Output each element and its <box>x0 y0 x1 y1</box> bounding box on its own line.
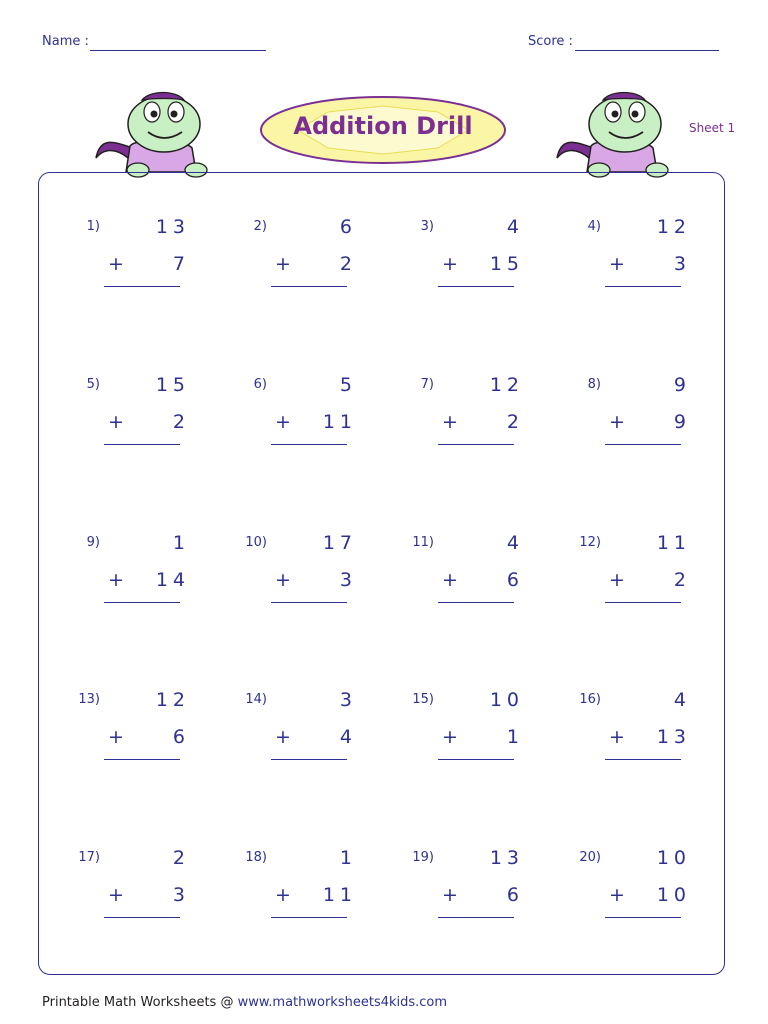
addend-bottom: 2 <box>339 253 357 275</box>
answer-line[interactable] <box>605 759 681 760</box>
problem-8 <box>565 372 715 462</box>
problem-5 <box>64 372 214 462</box>
answer-line[interactable] <box>438 444 514 445</box>
addend-top: 5 <box>339 374 357 396</box>
problem-number: 14) <box>245 692 267 707</box>
answer-line[interactable] <box>271 917 347 918</box>
plus-sign: + <box>275 253 291 275</box>
problem-18 <box>231 845 381 935</box>
footer <box>42 995 447 1010</box>
problem-6 <box>231 372 381 462</box>
addend-bottom: 7 <box>172 253 190 275</box>
addend-bottom: 3 <box>339 569 357 591</box>
problem-number: 12) <box>579 535 601 550</box>
problem-number: 2) <box>253 219 267 234</box>
plus-sign: + <box>442 569 458 591</box>
plus-sign: + <box>609 253 625 275</box>
problem-2 <box>231 214 381 304</box>
addend-top: 12 <box>155 689 190 711</box>
problem-number: 18) <box>245 850 267 865</box>
addend-top: 11 <box>656 532 691 554</box>
addend-bottom: 14 <box>155 569 190 591</box>
answer-line[interactable] <box>104 917 180 918</box>
problem-number: 6) <box>253 377 267 392</box>
problem-number: 16) <box>579 692 601 707</box>
addend-top: 17 <box>322 532 357 554</box>
addend-bottom: 6 <box>172 726 190 748</box>
plus-sign: + <box>442 726 458 748</box>
plus-sign: + <box>275 884 291 906</box>
problem-12 <box>565 530 715 620</box>
addend-bottom: 3 <box>673 253 691 275</box>
answer-line[interactable] <box>605 602 681 603</box>
addend-top: 3 <box>339 689 357 711</box>
problem-9 <box>64 530 214 620</box>
problem-1 <box>64 214 214 304</box>
problem-number: 7) <box>420 377 434 392</box>
addend-bottom: 1 <box>506 726 524 748</box>
addend-top: 1 <box>339 847 357 869</box>
title-badge <box>258 94 508 166</box>
answer-line[interactable] <box>605 917 681 918</box>
addend-bottom: 10 <box>656 884 691 906</box>
answer-line[interactable] <box>104 759 180 760</box>
score-label: Score : <box>528 34 573 49</box>
addend-top: 4 <box>673 689 691 711</box>
plus-sign: + <box>609 569 625 591</box>
problem-number: 13) <box>78 692 100 707</box>
addend-bottom: 11 <box>322 411 357 433</box>
answer-line[interactable] <box>605 444 681 445</box>
addend-top: 12 <box>656 216 691 238</box>
addend-top: 2 <box>172 847 190 869</box>
addend-bottom: 15 <box>489 253 524 275</box>
footer-link[interactable]: www.mathworksheets4kids.com <box>237 995 448 1010</box>
addend-top: 6 <box>339 216 357 238</box>
plus-sign: + <box>108 569 124 591</box>
plus-sign: + <box>108 726 124 748</box>
problem-13 <box>64 687 214 777</box>
addend-bottom: 11 <box>322 884 357 906</box>
problem-number: 20) <box>579 850 601 865</box>
addend-bottom: 2 <box>172 411 190 433</box>
answer-line[interactable] <box>271 759 347 760</box>
answer-line[interactable] <box>271 286 347 287</box>
sheet-label: Sheet 1 <box>689 121 736 135</box>
plus-sign: + <box>609 411 625 433</box>
problem-16 <box>565 687 715 777</box>
addend-top: 10 <box>656 847 691 869</box>
answer-line[interactable] <box>104 286 180 287</box>
problem-20 <box>565 845 715 935</box>
addend-bottom: 2 <box>673 569 691 591</box>
answer-line[interactable] <box>438 602 514 603</box>
plus-sign: + <box>275 726 291 748</box>
problem-number: 15) <box>412 692 434 707</box>
answer-line[interactable] <box>271 444 347 445</box>
lizard-mascot-left <box>92 88 212 184</box>
answer-line[interactable] <box>438 759 514 760</box>
addend-top: 15 <box>155 374 190 396</box>
plus-sign: + <box>442 884 458 906</box>
problem-10 <box>231 530 381 620</box>
problem-4 <box>565 214 715 304</box>
plus-sign: + <box>442 253 458 275</box>
problem-15 <box>398 687 548 777</box>
name-line[interactable] <box>90 50 266 51</box>
addend-top: 4 <box>506 532 524 554</box>
addend-bottom: 6 <box>506 884 524 906</box>
page-title: Addition Drill <box>293 112 473 140</box>
problem-number: 17) <box>78 850 100 865</box>
score-line[interactable] <box>575 50 719 51</box>
addend-bottom: 6 <box>506 569 524 591</box>
problem-19 <box>398 845 548 935</box>
problem-number: 4) <box>587 219 601 234</box>
answer-line[interactable] <box>438 286 514 287</box>
addend-top: 13 <box>489 847 524 869</box>
plus-sign: + <box>275 569 291 591</box>
plus-sign: + <box>108 884 124 906</box>
plus-sign: + <box>108 253 124 275</box>
problem-number: 19) <box>412 850 434 865</box>
addend-top: 10 <box>489 689 524 711</box>
problem-number: 10) <box>245 535 267 550</box>
plus-sign: + <box>275 411 291 433</box>
problem-number: 11) <box>412 535 434 550</box>
addend-bottom: 3 <box>172 884 190 906</box>
problem-17 <box>64 845 214 935</box>
addend-bottom: 13 <box>656 726 691 748</box>
plus-sign: + <box>609 884 625 906</box>
answer-line[interactable] <box>438 917 514 918</box>
problem-number: 9) <box>86 535 100 550</box>
plus-sign: + <box>108 411 124 433</box>
name-label: Name : <box>42 34 89 49</box>
answer-line[interactable] <box>104 602 180 603</box>
addend-bottom: 2 <box>506 411 524 433</box>
problem-7 <box>398 372 548 462</box>
footer-text: Printable Math Worksheets @ <box>42 995 238 1010</box>
addend-top: 9 <box>673 374 691 396</box>
addend-top: 12 <box>489 374 524 396</box>
problem-number: 3) <box>420 219 434 234</box>
answer-line[interactable] <box>104 444 180 445</box>
problem-14 <box>231 687 381 777</box>
addend-bottom: 9 <box>673 411 691 433</box>
problem-3 <box>398 214 548 304</box>
addend-top: 4 <box>506 216 524 238</box>
problem-11 <box>398 530 548 620</box>
problem-number: 5) <box>86 377 100 392</box>
addend-top: 1 <box>172 532 190 554</box>
problem-number: 8) <box>587 377 601 392</box>
problem-number: 1) <box>86 219 100 234</box>
plus-sign: + <box>442 411 458 433</box>
answer-line[interactable] <box>605 286 681 287</box>
lizard-mascot-right <box>553 88 673 184</box>
addend-top: 13 <box>155 216 190 238</box>
addend-bottom: 4 <box>339 726 357 748</box>
plus-sign: + <box>609 726 625 748</box>
answer-line[interactable] <box>271 602 347 603</box>
